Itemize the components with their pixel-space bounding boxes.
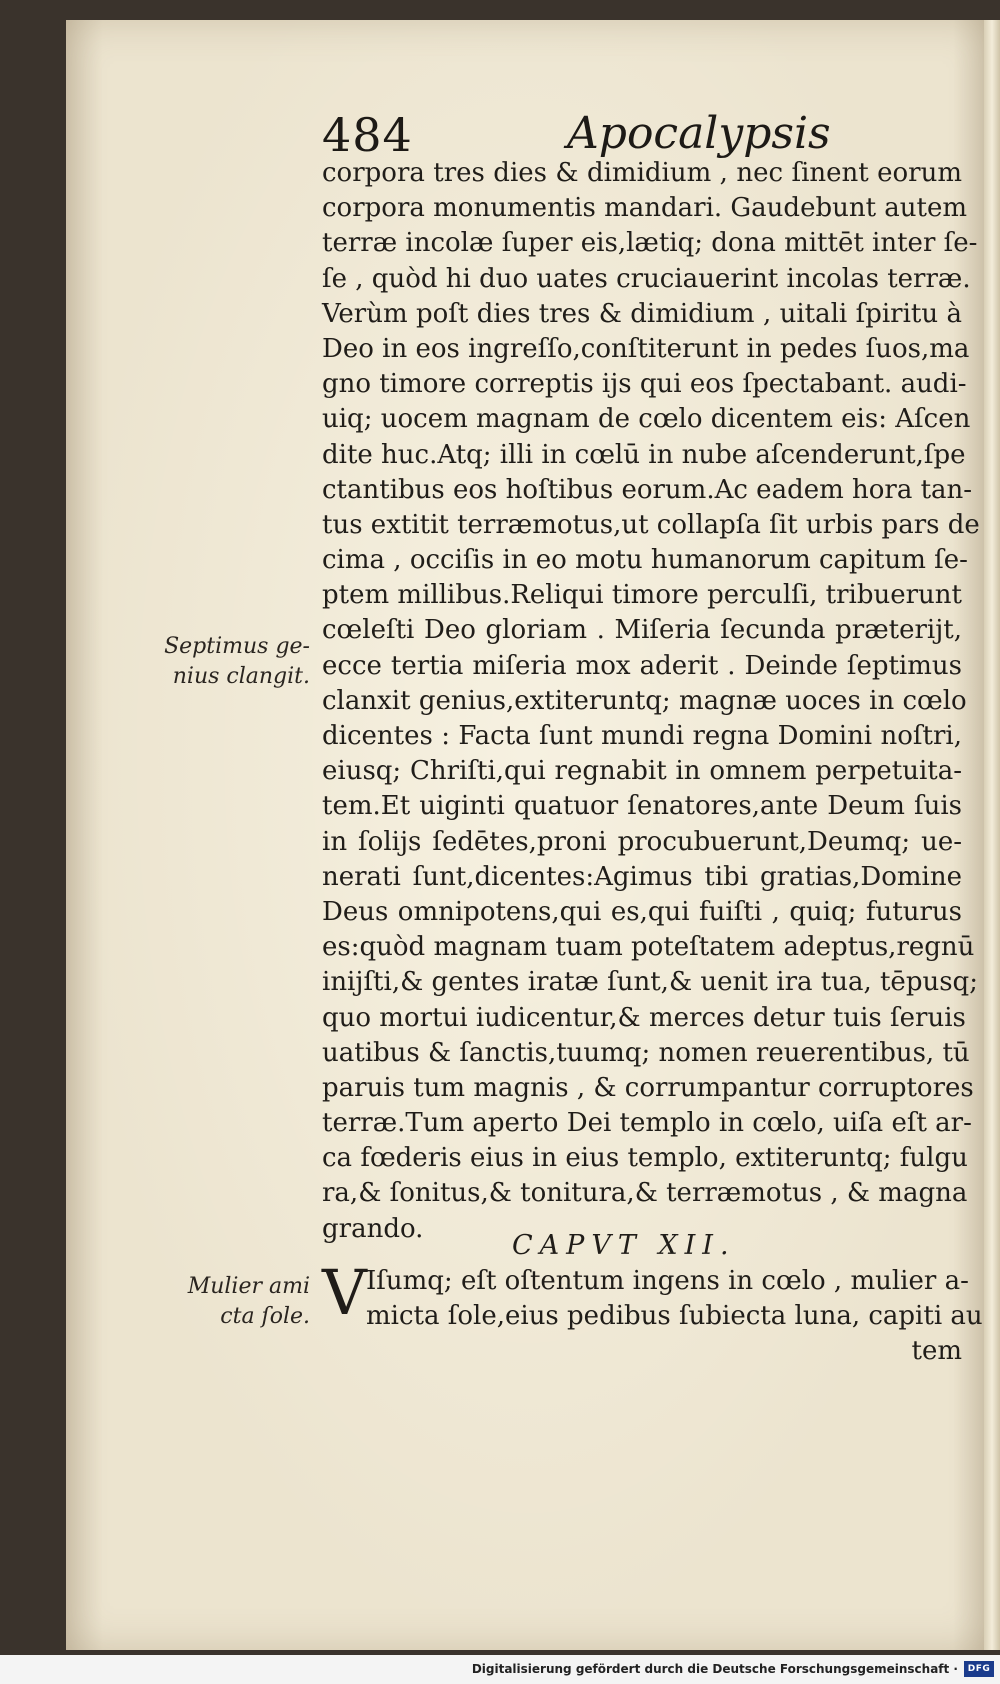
text-line: tus extitit terræmotus,ut collapſa ſit urbis pars de <box>322 509 980 540</box>
marginal-note-line: Septimus ge- <box>164 634 310 659</box>
drop-initial: V <box>322 1256 367 1329</box>
text-line: quo mortui iudicentur,& merces detur tuis ſeruis <box>322 1002 966 1033</box>
text-line: tem <box>911 1336 962 1367</box>
text-line: in ſolijs ſedētes,proni procubuerunt,Deumq; ue- <box>322 826 962 857</box>
text-line: Iſumq; eſt oſtentum ingens in cœlo , mulier a- <box>366 1266 969 1296</box>
text-line: Deus omnipotens,qui es,qui fuiſti , quiq; futurus <box>322 896 962 927</box>
text-line: ſe , quòd hi duo uates cruciauerint incolas terræ. <box>322 263 971 294</box>
text-line: cima , occiſis in eo motu humanorum capitum ſe- <box>322 545 968 576</box>
text-line: clanxit genius,extiteruntq; magnæ uoces in cœlo <box>322 685 967 716</box>
text-line: uiq; uocem magnam de cœlo dicentem eis: Aſcen <box>322 404 971 435</box>
text-line: terræ incolæ ſuper eis,lætiq; dona mittēt inter ſe- <box>322 228 978 259</box>
text-line: nerati ſunt,dicentes:Agimus tibi gratias,Domine <box>322 861 962 892</box>
text-line: grando. <box>322 1213 424 1244</box>
text-line: paruis tum magnis , & corrumpantur corruptores <box>322 1072 974 1103</box>
marginal-note-line: nius clangit. <box>172 664 310 689</box>
text-line: ecce tertia miſeria mox aderit . Deinde ſeptimus <box>322 650 962 681</box>
running-head <box>322 108 831 162</box>
text-line: micta ſole,eius pedibus ſubiecta luna, capiti au <box>366 1301 983 1332</box>
book-title: Apocalypsis <box>567 108 831 159</box>
marginal-note-line: Mulier ami <box>187 1274 310 1299</box>
text-line: cœleſti Deo gloriam . Miſeria ſecunda præterijt, <box>322 615 962 646</box>
text-line: dicentes : Facta ſunt mundi regna Domini noſtri, <box>322 721 962 751</box>
text-line: eiusq; Chriſti,qui regnabit in omnem perpetuita- <box>322 756 962 787</box>
text-line: gno timore correptis ijs qui eos ſpectabant. audi- <box>322 369 967 400</box>
funding-credit: Digitalisierung gefördert durch die Deutsche Forschungsgemeinschaft · <box>471 1662 958 1676</box>
marginal-note <box>160 632 310 692</box>
text-line: ca fœderis eius in eius templo, extiteruntq; fulgu <box>322 1143 968 1174</box>
text-line: terræ.Tum aperto Dei templo in cœlo, uiſa eſt ar- <box>322 1108 972 1139</box>
text-line: es:quòd magnam tuam poteſtatem adeptus,regnū <box>322 932 975 963</box>
text-line: corpora monumentis mandari. Gaudebunt autem <box>322 193 968 224</box>
marginal-note <box>160 1272 310 1332</box>
page-edge <box>984 20 1000 1650</box>
text-line: ra,& ſonitus,& tonitura,& terræmotus , & magna <box>322 1178 968 1209</box>
dfg-logo: DFG <box>964 1661 994 1677</box>
text-line: ptem millibus.Reliqui timore perculſi, tribuerunt <box>322 580 962 611</box>
text-line: tem.Et uiginti quatuor ſenatores,ante Deum ſuis <box>322 791 962 822</box>
text-line: Deo in eos ingreſſo,conſtiterunt in pedes ſuos,ma <box>322 333 970 364</box>
text-line: ctantibus eos hoſtibus eorum.Ac eadem hora tan- <box>322 474 973 505</box>
text-line: uatibus & ſanctis,tuumq; nomen reuerentibus, tū <box>322 1037 970 1068</box>
chapter-text <box>322 1256 983 1370</box>
chapter-heading: CAPVT XII. <box>512 1230 736 1261</box>
page-number: 484 <box>322 108 413 162</box>
text-line: Verùm poſt dies tres & dimidium , uitali ſpiritu à <box>322 298 962 329</box>
marginal-note-line: cta ſole. <box>220 1304 310 1329</box>
text-line: inijſti,& gentes iratæ ſunt,& uenit ira tua, tēpusq; <box>322 967 978 998</box>
text-line: dite huc.Atq; illi in cœlū in nube aſcenderunt,ſpe <box>322 439 966 470</box>
text-line: corpora tres dies & dimidium , nec ſinent eorum <box>322 158 962 188</box>
footer-strip <box>0 1655 1000 1684</box>
body-text <box>322 156 980 1247</box>
